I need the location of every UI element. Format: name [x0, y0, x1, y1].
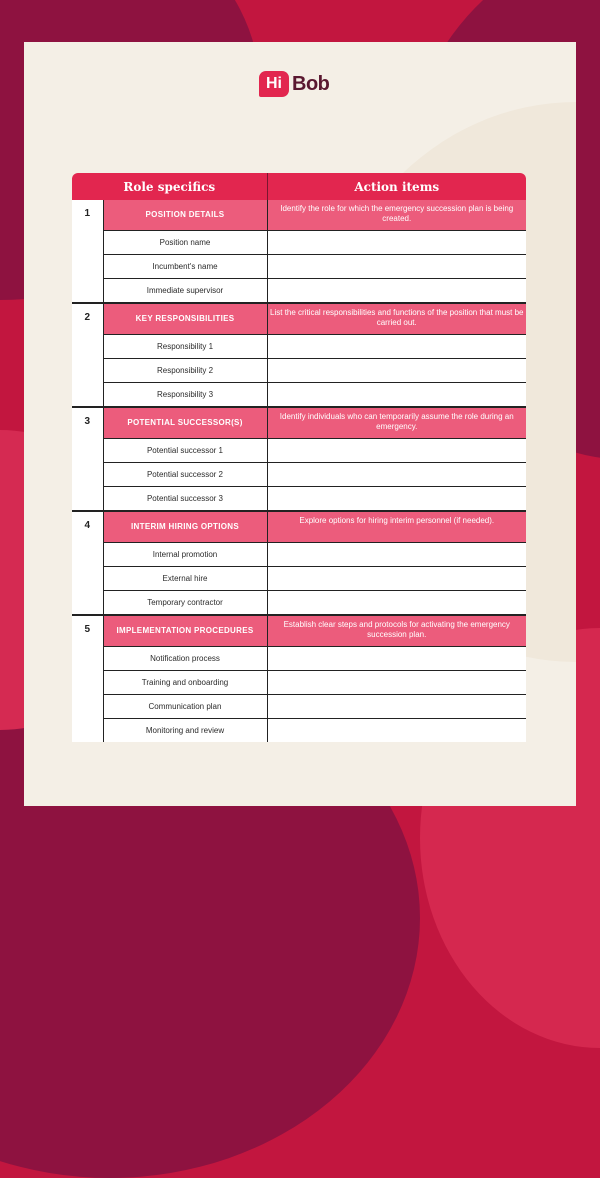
- table-row: [72, 671, 526, 695]
- logo-bob-text: Bob: [292, 72, 330, 95]
- section-number: 2: [72, 303, 103, 407]
- role-item-label: Potential successor 1: [103, 439, 267, 463]
- header-role-specifics: Role specifics: [72, 173, 267, 200]
- table-row: [72, 231, 526, 255]
- section-row: [72, 615, 526, 647]
- action-item-cell[interactable]: [267, 591, 526, 616]
- role-item-label: Responsibility 2: [103, 359, 267, 383]
- hibob-logo: [259, 70, 329, 98]
- role-item-label: Training and onboarding: [103, 671, 267, 695]
- section-number: 5: [72, 615, 103, 742]
- role-item-label: Potential successor 2: [103, 463, 267, 487]
- action-item-cell[interactable]: [267, 359, 526, 383]
- table-row: [72, 359, 526, 383]
- action-item-cell[interactable]: [267, 383, 526, 408]
- action-item-cell[interactable]: [267, 279, 526, 304]
- role-item-label: Immediate supervisor: [103, 279, 267, 304]
- role-item-label: Communication plan: [103, 695, 267, 719]
- table-row: [72, 279, 526, 304]
- section-row: [72, 407, 526, 439]
- section-number: 4: [72, 511, 103, 615]
- section-row: [72, 303, 526, 335]
- header-action-items: Action items: [267, 173, 526, 200]
- table-row: [72, 567, 526, 591]
- action-item-cell[interactable]: [267, 335, 526, 359]
- table-row: [72, 591, 526, 616]
- action-item-cell[interactable]: [267, 567, 526, 591]
- role-item-label: Monitoring and review: [103, 719, 267, 743]
- role-item-label: Responsibility 3: [103, 383, 267, 408]
- section-title: INTERIM HIRING OPTIONS: [103, 511, 267, 543]
- section-description: Establish clear steps and protocols for activating the emergency succession plan.: [267, 615, 526, 647]
- section-number: 1: [72, 200, 103, 303]
- table-row: [72, 439, 526, 463]
- action-item-cell[interactable]: [267, 231, 526, 255]
- action-item-cell[interactable]: [267, 487, 526, 512]
- role-item-label: Potential successor 3: [103, 487, 267, 512]
- succession-plan-table: [72, 173, 526, 742]
- table-row: [72, 695, 526, 719]
- section-row: [72, 511, 526, 543]
- action-item-cell[interactable]: [267, 647, 526, 671]
- section-description: Identify individuals who can temporarily assume the role during an emergency.: [267, 407, 526, 439]
- action-item-cell[interactable]: [267, 719, 526, 743]
- role-item-label: Internal promotion: [103, 543, 267, 567]
- section-number: 3: [72, 407, 103, 511]
- role-item-label: External hire: [103, 567, 267, 591]
- table-row: [72, 335, 526, 359]
- section-description: Identify the role for which the emergency succession plan is being created.: [267, 200, 526, 231]
- action-item-cell[interactable]: [267, 695, 526, 719]
- table-row: [72, 463, 526, 487]
- document-page: [24, 42, 576, 806]
- action-item-cell[interactable]: [267, 463, 526, 487]
- table-body: [72, 200, 526, 742]
- action-item-cell[interactable]: [267, 439, 526, 463]
- section-description: Explore options for hiring interim personnel (if needed).: [267, 511, 526, 543]
- section-description: List the critical responsibilities and functions of the position that must be carried out.: [267, 303, 526, 335]
- logo-hi-badge: Hi: [259, 71, 289, 97]
- table-row: [72, 543, 526, 567]
- table-row: [72, 719, 526, 743]
- action-item-cell[interactable]: [267, 543, 526, 567]
- role-item-label: Notification process: [103, 647, 267, 671]
- section-title: IMPLEMENTATION PROCEDURES: [103, 615, 267, 647]
- section-row: [72, 200, 526, 231]
- table-row: [72, 383, 526, 408]
- table-header-row: [72, 173, 526, 200]
- table-row: [72, 255, 526, 279]
- section-title: POTENTIAL SUCCESSOR(S): [103, 407, 267, 439]
- table-row: [72, 487, 526, 512]
- table-row: [72, 647, 526, 671]
- role-item-label: Responsibility 1: [103, 335, 267, 359]
- role-item-label: Incumbent's name: [103, 255, 267, 279]
- section-title: POSITION DETAILS: [103, 200, 267, 231]
- section-title: KEY RESPONSIBILITIES: [103, 303, 267, 335]
- role-item-label: Position name: [103, 231, 267, 255]
- action-item-cell[interactable]: [267, 671, 526, 695]
- role-item-label: Temporary contractor: [103, 591, 267, 616]
- action-item-cell[interactable]: [267, 255, 526, 279]
